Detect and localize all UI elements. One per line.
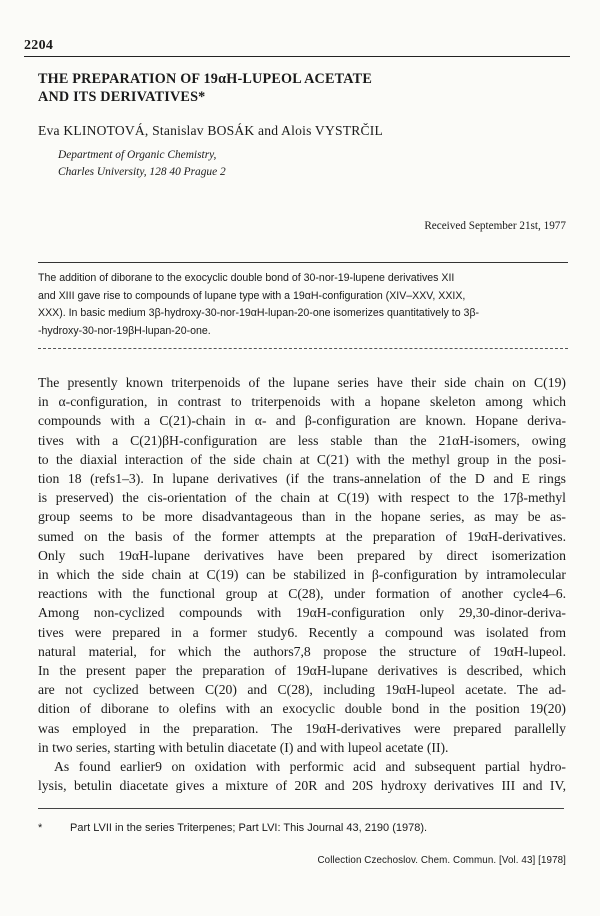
body-line: sumed on the basis of the former attempts at the preparation of 19αH-derivatives. — [38, 528, 566, 544]
body-line: in which the side chain at C(19) can be stabilized in β-configuration by intramolecular — [38, 567, 566, 583]
body-line: was employed in the preparation. The 19αH-derivatives were prepared parallelly — [38, 720, 566, 736]
body-line: As found earlier9 on oxidation with performic acid and subsequent partial hydro- — [54, 759, 566, 775]
body-line: lysis, betulin diacetate gives a mixture of 20R and 20S hydroxy derivatives III and IV, — [38, 778, 566, 794]
top-rule — [24, 56, 570, 57]
abstract-top-rule — [38, 262, 568, 263]
journal-footer: Collection Czechoslov. Chem. Commun. [Vol. 43] [1978] — [317, 855, 566, 866]
authors: Eva KLINOTOVÁ, Stanislav BOSÁK and Alois VYSTRČIL — [38, 123, 383, 138]
abstract — [38, 270, 563, 340]
abstract-line: and XIII gave rise to compounds of lupane type with a 19αH-configuration (XIV–XXV, XXIX, — [38, 289, 466, 302]
footnote — [38, 822, 427, 834]
body-line: dition of diborane to olefins with an exocyclic double bond in the position 19(20) — [38, 701, 566, 717]
footnote-marker: * — [38, 822, 43, 834]
affiliation — [58, 147, 226, 181]
affiliation-line: Department of Organic Chemistry, — [58, 149, 217, 161]
body-line: The presently known triterpenoids of the lupane series have their side chain on C(19) — [38, 375, 566, 390]
title-line: AND ITS DERIVATIVES* — [38, 89, 206, 105]
body-line: tion 18 (refs1–3). In lupane derivatives (if the trans-annelation of the D and E rings — [38, 471, 566, 487]
body-line: are not cyclized between C(20) and C(28), including 19αH-lupeol acetate. The ad- — [38, 682, 566, 698]
abstract-bottom-rule — [38, 348, 568, 349]
body-line: reactions with the functional group at C(28), under formation of another cycle4–6. — [38, 586, 566, 602]
body-text — [38, 373, 566, 795]
body-line: Among non-cyclized compounds with 19αH-configuration only 29,30-dinor-deriva- — [38, 605, 566, 621]
abstract-line: XXX). In basic medium 3β-hydroxy-30-nor-19αH-lupan-20-one isomerizes quantitatively to 3β- — [38, 307, 480, 319]
body-line: is preserved) the cis-orientation of the chain at C(19) with respect to the 17β-methyl — [38, 490, 566, 506]
body-line: group seems to be more disadvantageous than in the hopane series, as may be as- — [38, 509, 566, 525]
body-line: to the diaxial interaction of the side chain at C(21) with the methyl group in the posi- — [38, 451, 566, 467]
abstract-line: -hydroxy-30-nor-19βH-lupan-20-one. — [38, 324, 211, 337]
body-line: compounds with a C(21)-chain in α- and β-configuration are known. Hopane deriva- — [38, 413, 566, 429]
body-line: tives were prepared in a former study6. Recently a compound was isolated from — [38, 624, 566, 640]
body-line: in two series, starting with betulin diacetate (I) and with lupeol acetate (II). — [38, 739, 449, 755]
affiliation-line: Charles University, 128 40 Prague 2 — [58, 166, 226, 178]
footnote-text: Part LVII in the series Triterpenes; Part LVI: This Journal 43, 2190 (1978). — [70, 822, 428, 834]
body-line: tives with a C(21)βH-configuration are less stable than the 21αH-isomers, owing — [38, 432, 566, 448]
title-line: THE PREPARATION OF 19αH-LUPEOL ACETATE — [38, 71, 372, 87]
abstract-line: The addition of diborane to the exocyclic double bond of 30-nor-19-lupene derivatives XII — [38, 272, 455, 284]
footnote-rule — [38, 808, 564, 809]
page-number: 2204 — [24, 38, 54, 53]
body-line: in α-configuration, in contrast to triterpenoids with a hopane skeleton among which — [38, 394, 566, 410]
body-line: Only such 19αH-lupane derivatives have been prepared by direct isomerization — [38, 547, 566, 563]
body-line: In the present paper the preparation of 19αH-lupane derivatives is described, which — [38, 663, 566, 679]
paper-title — [38, 70, 518, 106]
body-line: natural material, for which the authors7,8 propose the structure of 19αH-lupeol. — [38, 643, 566, 659]
received-date: Received September 21st, 1977 — [424, 220, 566, 232]
